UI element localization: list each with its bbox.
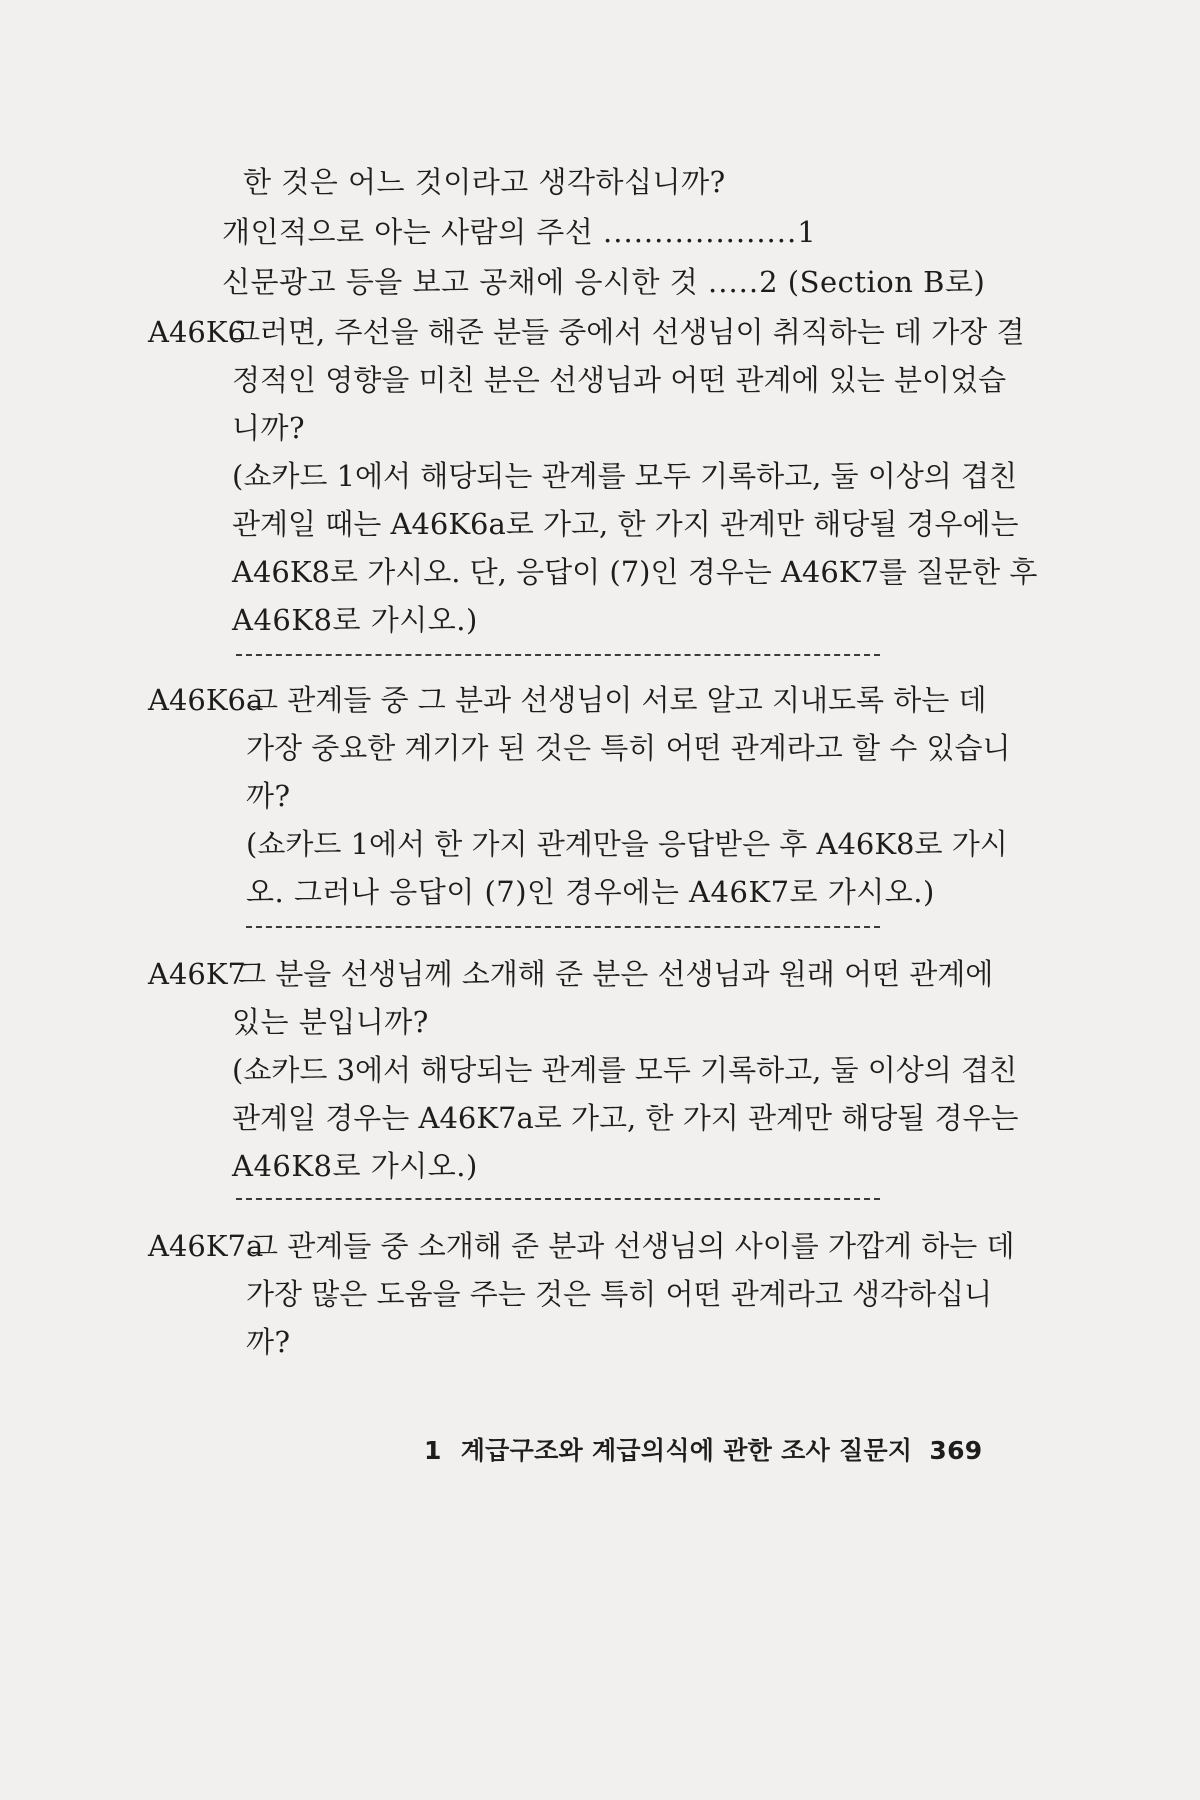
section-divider-3 (236, 1198, 880, 1200)
option-2-label: 신문광고 등을 보고 공채에 응시한 것 (222, 265, 699, 299)
footer-chapter-number: 1 (424, 1436, 442, 1465)
page-footer (424, 1434, 983, 1468)
question-a46k7-line-2: 있는 분입니까? (232, 1005, 429, 1039)
intro-line-1: 한 것은 어느 것이라고 생각하십니까? (243, 165, 726, 199)
instruction-a46k6-line-2: 관계일 때는 A46K6a로 가고, 한 가지 관계만 해당될 경우에는 (232, 507, 1019, 541)
question-code-a46k7: A46K7 (148, 957, 246, 991)
page-number: 369 (929, 1436, 983, 1465)
instruction-a46k6-line-3: A46K8로 가시오. 단, 응답이 (7)인 경우는 A46K7를 질문한 후 (232, 555, 1038, 589)
instruction-a46k6a-line-1: (쇼카드 1에서 한 가지 관계만을 응답받은 후 A46K8로 가시 (246, 827, 1008, 861)
question-a46k7a-line-3: 까? (246, 1325, 291, 1359)
question-a46k7a-line-2: 가장 많은 도움을 주는 것은 특히 어떤 관계라고 생각하십니 (246, 1277, 993, 1311)
question-a46k6a-line-2: 가장 중요한 계기가 된 것은 특히 어떤 관계라고 할 수 있습니 (246, 731, 1011, 765)
option-1 (222, 212, 816, 252)
question-code-a46k6a: A46K6a (148, 683, 264, 717)
section-divider-1 (236, 654, 880, 656)
question-a46k7a-line-1: 그 관계들 중 소개해 준 분과 선생님의 사이를 가깝게 하는 데 (250, 1229, 1015, 1263)
option-1-code: 1 (797, 215, 817, 249)
question-a46k6-line-1: 그러면, 주선을 해준 분들 중에서 선생님이 취직하는 데 가장 결 (232, 315, 1025, 349)
footer-chapter-title: 계급구조와 계급의식에 관한 조사 질문지 (460, 1436, 913, 1465)
instruction-a46k7-line-2: 관계일 경우는 A46K7a로 가고, 한 가지 관계만 해당될 경우는 (232, 1101, 1019, 1135)
question-code-a46k6: A46K6 (148, 315, 246, 349)
section-divider-2 (246, 926, 880, 928)
instruction-a46k6-line-1: (쇼카드 1에서 해당되는 관계를 모두 기록하고, 둘 이상의 겹친 (232, 459, 1018, 493)
instruction-a46k6-line-4: A46K8로 가시오.) (232, 603, 478, 637)
question-a46k6-line-2: 정적인 영향을 미친 분은 선생님과 어떤 관계에 있는 분이었습 (232, 363, 1007, 397)
question-a46k7-line-1: 그 분을 선생님께 소개해 준 분은 선생님과 원래 어떤 관계에 (238, 957, 994, 991)
question-a46k6-line-3: 니까? (232, 411, 306, 445)
instruction-a46k7-line-3: A46K8로 가시오.) (232, 1149, 478, 1183)
option-1-leader-dots: ................... (603, 215, 798, 249)
option-2-code: 2 (Section B로) (759, 265, 986, 299)
instruction-a46k6a-line-2: 오. 그러나 응답이 (7)인 경우에는 A46K7로 가시오.) (246, 875, 935, 909)
question-a46k6a-line-1: 그 관계들 중 그 분과 선생님이 서로 알고 지내도록 하는 데 (250, 683, 987, 717)
question-a46k6a-line-3: 까? (246, 779, 291, 813)
option-2 (222, 262, 985, 302)
question-code-a46k7a: A46K7a (148, 1229, 264, 1263)
option-2-leader-dots: ..... (708, 265, 760, 299)
option-1-label: 개인적으로 아는 사람의 주선 (222, 215, 594, 249)
instruction-a46k7-line-1: (쇼카드 3에서 해당되는 관계를 모두 기록하고, 둘 이상의 겹친 (232, 1053, 1018, 1087)
